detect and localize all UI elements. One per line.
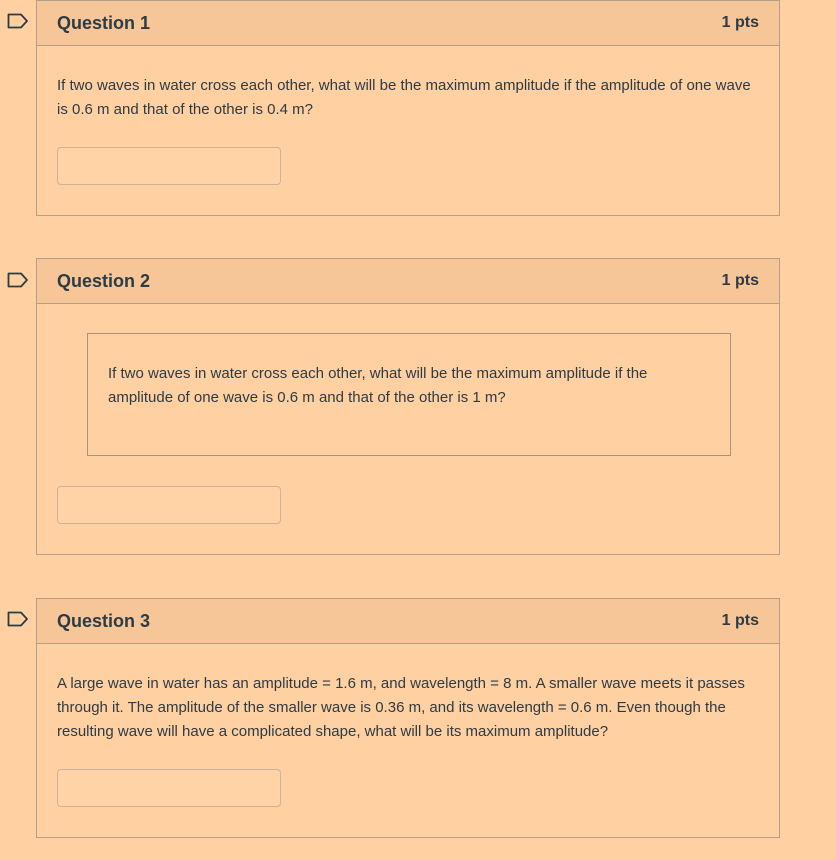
question-1-points: 1 pts bbox=[721, 14, 759, 31]
question-1-title: Question 1 bbox=[57, 12, 151, 33]
question-2-title: Question 2 bbox=[57, 270, 151, 291]
question-3-header bbox=[37, 599, 779, 644]
question-2-card bbox=[36, 258, 780, 555]
question-1-card bbox=[36, 0, 780, 216]
flag-question-3-icon[interactable] bbox=[7, 611, 29, 627]
question-1-text: If two waves in water cross each other, what will be the maximum amplitude if the amplitude of one wave is 0.6 m and that of the other is 0.4 m? bbox=[57, 77, 751, 118]
question-3-points: 1 pts bbox=[721, 612, 759, 629]
question-2-header bbox=[37, 259, 779, 304]
flag-question-1-icon[interactable] bbox=[7, 13, 29, 29]
flag-question-2-icon[interactable] bbox=[7, 272, 29, 288]
question-2-answer-input[interactable] bbox=[57, 486, 281, 524]
question-1-header bbox=[37, 1, 779, 46]
question-3-text: A large wave in water has an amplitude = 1.6 m, and wavelength = 8 m. A smaller wave meets it passes through it. The amplitude of the smaller wave is 0.36 m, and its wavelength = 0.6 m. Even though the resulting wave will have a complicated shape, what will be its maximum amplitude? bbox=[57, 675, 745, 740]
question-3-answer-input[interactable] bbox=[57, 769, 281, 807]
question-1-answer-input[interactable] bbox=[57, 147, 281, 185]
question-3-title: Question 3 bbox=[57, 610, 151, 631]
question-3-card bbox=[36, 598, 780, 838]
question-2-points: 1 pts bbox=[721, 272, 759, 289]
question-2-text: If two waves in water cross each other, what will be the maximum amplitude if the amplitude of one wave is 0.6 m and that of the other is 1 m? bbox=[87, 333, 731, 456]
